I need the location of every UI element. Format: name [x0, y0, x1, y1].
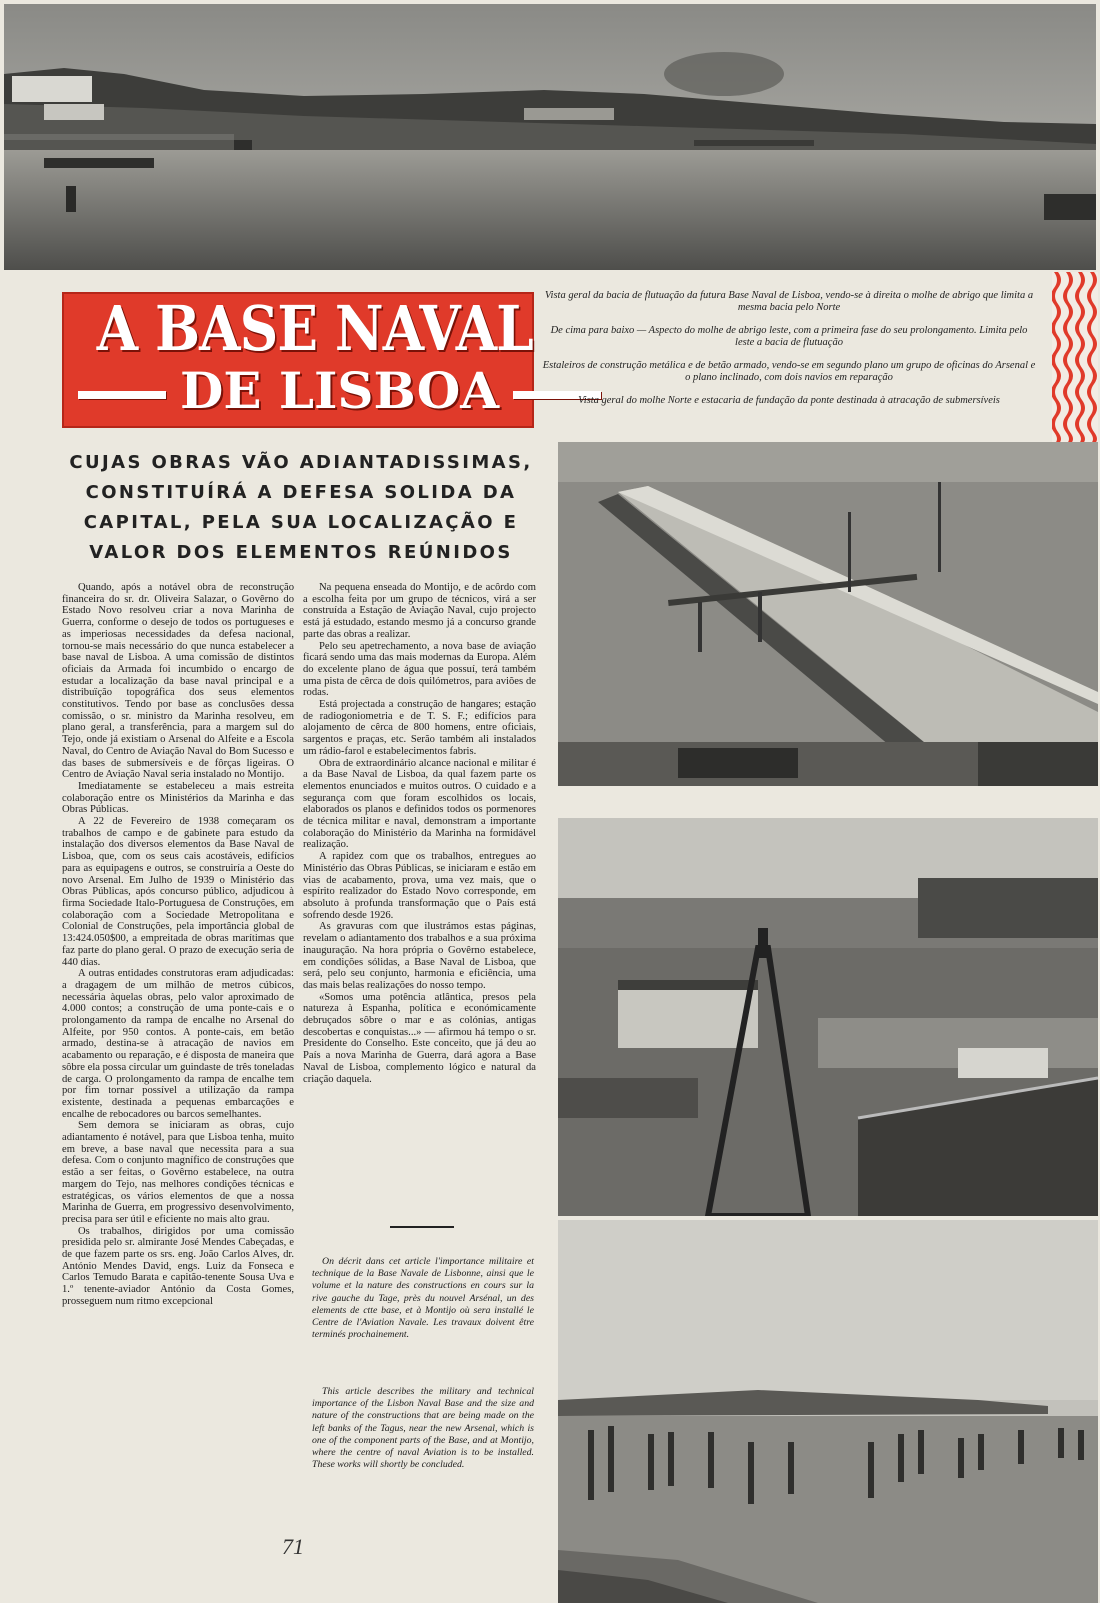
paragraph: Imediatamente se estabeleceu a mais estreita colaboração entre os Ministérios da Marinha e das Obras Públicas.: [62, 780, 294, 816]
paragraph: Está projectada a construção de hangares; estação de radiogoniometria e de T. S. F.; edifícios para alojamento de cêrca de 800 homens, entre oficiais, sargentos e praças, etc. Serão também ali instalados um rádio-farol e estabelecimentos fabris.: [303, 699, 536, 757]
headline-title: [62, 292, 534, 428]
paragraph: Pelo seu apetrechamento, a nova base de aviação ficará sendo uma das mais modernas da Europa. Além do excelente plano de água que possuí, terá também uma pista de cêrca de dois quilómetros, para aviões de rodas.: [303, 640, 536, 699]
paragraph: A 22 de Fevereiro de 1938 começaram os trabalhos de campo e de gabinete para estudo da instalação dos diversos elementos da Base Naval de Lisboa, que, com os seus cais acostáveis, edifícios para as equipagens e outros, se construiría a Oeste do novo Arsenal. Em Julho de 1939 o Ministério das Obras Públicas, após concurso público, adjudicou à firma Sociedade Italo-Portuguesa de Construções, em colaboração com a Sociedade Metropolitana e Colonial de Construções, pela importância global de 13:424.050$00, a empreitada de obras marítimas que faz parte do plano geral. O prazo de execução seria de 440 dias.: [62, 816, 294, 968]
photo-shipyard-workshops: [558, 818, 1098, 1216]
caption-2: De cima para baixo — Aspecto do molhe de abrigo leste, com a primeira fase do seu prolongamento. Limita pelo leste a bacia de flutuação: [550, 325, 1028, 348]
article-column-2: [303, 582, 536, 1085]
summary-english: [312, 1386, 534, 1471]
summary-french-text: On décrit dans cet article l'importance militaire et technique de la Base Navale de Lisbonne, ainsi que le volume et la nature des constructions en cours sur la rive gauche du Tage, près du nouvel Arsénal, un des elements de ctte base, et à Montijo où sera installé le Centre de l'Aviation Navale. Les travaux doivent être terminés prochainement.: [312, 1256, 534, 1341]
caption-1: Vista geral da bacia de flutuação da futura Base Naval de Lisboa, vendo-se à direita o molhe de abrigo que limita a mesma bacia pelo Norte: [544, 290, 1034, 313]
headline-sub: [64, 361, 532, 420]
headline-main: A BASE NAVAL: [96, 292, 533, 365]
headline-sub-text: DE LISBOA: [180, 361, 500, 420]
photo-breakwater-east: [558, 442, 1098, 786]
photo-harbor-panorama: [4, 4, 1096, 270]
paragraph: «Somos uma potência atlântica, presos pela natureza à Espanha, política e económicamente debruçados sôbre o mar e as colónias, antigas descobertas e conquistas...» — afirmou há tempo o sr. Presidente do Conselho. Este conceito, que já deu ao País a nova Marinha de Guerra, dará agora a Base Naval de Lisboa, complemento lógico e natural da criação daquela.: [303, 991, 536, 1085]
paragraph: Obra de extraordinário alcance nacional e militar é a da Base Naval de Lisboa, da qual fazem parte os elementos enunciados e muitos outros. O cuidado e a segurança com que foram escolhidos os locais, elaborados os planos e definidos todos os pormenores de técnica militar e naval, demonstram a importante colaboração do Ministério da Marinha na formidável realização.: [303, 757, 536, 851]
photo-north-breakwater-piles: [558, 1220, 1098, 1603]
paragraph: As gravuras com que ilustrámos estas páginas, revelam o adiantamento dos trabalhos e a sua próxima inauguração. Na hora própria o Govêrno estabelece, em condições sólidas, a Base Naval de Lisboa, que será, pelo seu conjunto, harmonia e eficiência, uma das mais belas realizações do nosso tempo.: [303, 921, 536, 991]
summary-french: [312, 1256, 534, 1341]
photo-captions: [540, 290, 1038, 418]
paragraph: Quando, após a notável obra de reconstrução financeira do sr. dr. Oliveira Salazar, o Govêrno do Estado Novo resolveu criar a nova Marinha de Guerra, conforme o desejo de todos os portugueses e as imperiosas necessidades da defesa nacional, tornou-se mais necessário do que nunca estabelecer a base naval de Lisboa. A uma comissão de distintos oficiais da Armada foi incumbido o encargo de estudar a localização da base naval principal e a distribuïção topográfica dos seus elementos constitutivos. Tendo por base as conclusões dessa comissão, o sr. ministro da Marinha resolveu, em plano geral, a transferência, para a margem sul do Tejo, onde já existiam o Arsenal do Alfeite e a Escola Naval, do Centro de Aviação Naval do Bom Sucesso e das bases de submersíveis e de fôrças ligeiras. O Centro de Aviação Naval seria instalado no Montijo.: [62, 582, 294, 781]
paragraph: A outras entidades construtoras eram adjudicadas: a dragagem de um milhão de metros cúbicos, necessária àquelas obras, pelo valor aproximado de 4.000 contos; a construção de uma ponte-cais e o prolongamento da rampa de encalhe no Arsenal do Alfeite, por 950 contos. A ponte-cais, em betão armado, destina-se à atracação de navios em acabamento ou reparação, e é disposta de maneira que sôbre ela possa circular um guindaste de três toneladas de carga. O prolongamento da rampa de encalhe tem por fim tornar possível a utilização da rampa existente, destinada a pequenas embarcações e encalhe de rebocadores ou barcos semelhantes.: [62, 968, 294, 1120]
caption-4: Vista geral do molhe Norte e estacaria de fundação da ponte destinada à atracação de submersíveis: [578, 395, 1000, 406]
caption-3: Estaleiros de construção metálica e de betão armado, vendo-se em segundo plano um grupo de oficinas do Arsenal e o plano inclinado, com dois navios em reparação: [542, 360, 1036, 383]
paragraph: A rapidez com que os trabalhos, entregues ao Ministério das Obras Públicas, se iniciaram e estão em vias de acabamento, prova, uma vez mais, que o espírito realizador do Estado Novo corresponde, em absoluto à profunda transformação que o País está sofrendo desde 1926.: [303, 851, 536, 921]
section-divider: [390, 1226, 454, 1228]
article-subtitle: CUJAS OBRAS VÃO ADIANTADISSIMAS, CONSTITUÍRÁ A DEFESA SOLIDA DA CAPITAL, PELA SUA LOCALIZAÇÃO E VALOR DOS ELEMENTOS REÚNIDOS: [69, 452, 533, 563]
left-bar-ornament: [78, 391, 166, 399]
decorative-wave-stripe: [1052, 272, 1098, 444]
page-number: 71: [282, 1534, 304, 1559]
paragraph: Na pequena enseada do Montijo, e de acôrdo com a escolha feita por um grupo de técnicos, virá a ser construída a Estação de Aviação Naval, cujo projecto está já estudado, estando mesmo já a concurso grande parte das obras a realizar.: [303, 582, 536, 640]
paragraph: Sem demora se iniciaram as obras, cujo adiantamento é notável, para que Lisboa tenha, muito em breve, a base naval que necessita para a sua defesa. Com o conjunto magnífico de construções que estão a ser feitas, o Govêrno estabelece, na outra margem do Tejo, nas melhores condições técnicas e estratégicas, os vários elementos de que a nossa Marinha de Guerra, em progressivo desenvolvimento, precisa para ser útil e eficiente no mais alto grau.: [62, 1120, 294, 1225]
summary-english-text: This article describes the military and technical importance of the Lisbon Naval Base and the size and nature of the constructions that are being made on the left banks of the Tagus, near the new Arsenal, which is one of the component parts of the Base, and at Montijo, where the centre of naval Aviation is to be installed. These works will shortly be concluded.: [312, 1386, 534, 1471]
paragraph: Os trabalhos, dirigidos por uma comissão presidida pelo sr. almirante José Mendes Cabeçadas, e de que fazem parte os srs. eng. João Carlos Alves, dr. António Mendes David, engs. Luiz da Fonseca e Carlos Temudo Barata e capitão-tenente Sousa Uva e 1.º tenente-aviador António da Costa Gomes, prosseguem num ritmo excepcional: [62, 1225, 294, 1307]
article-column-1: [62, 582, 294, 1308]
